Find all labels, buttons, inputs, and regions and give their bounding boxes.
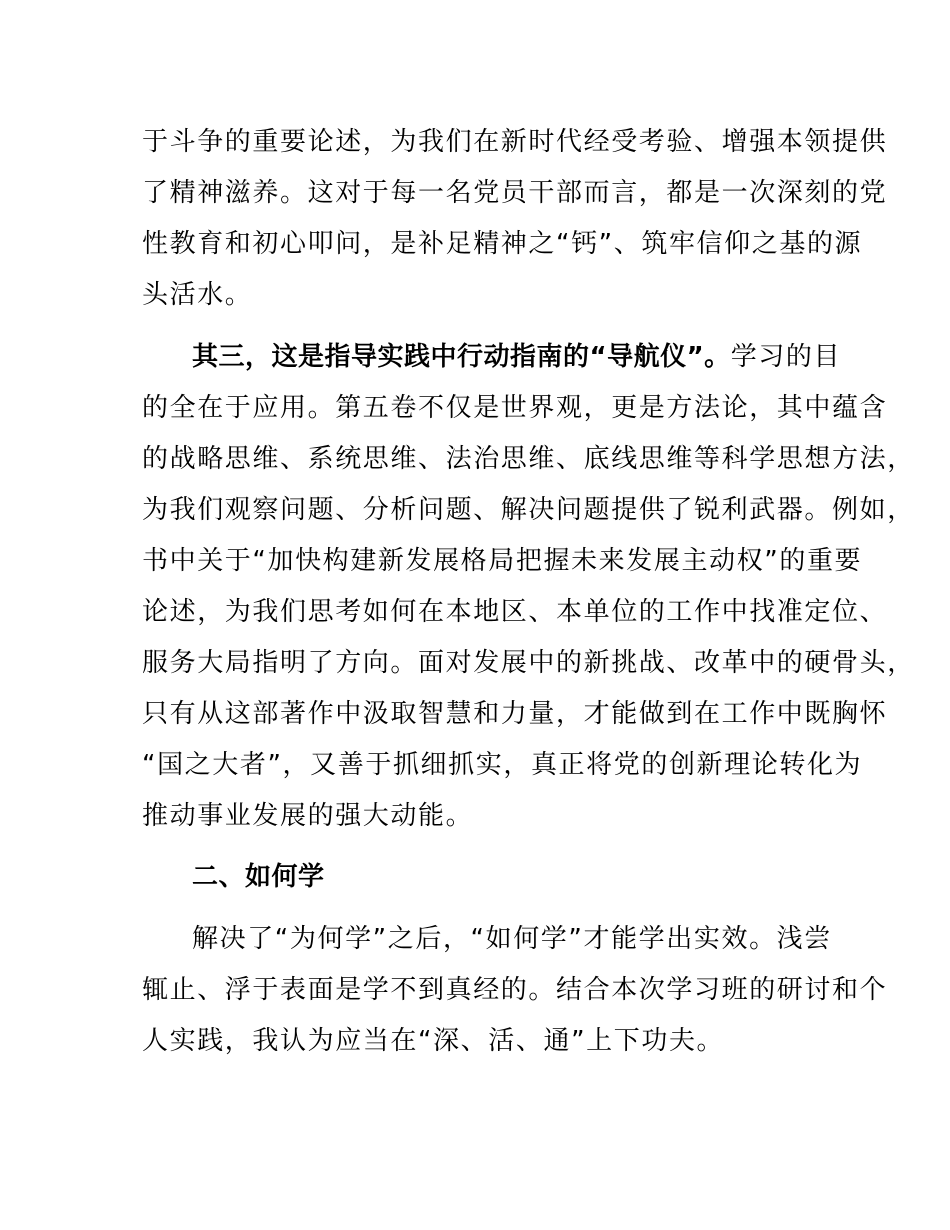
paragraph-2-line-6: 论述，为我们思考如何在本地区、本单位的工作中找准定位、 [142, 597, 888, 627]
paragraph-1-line-3: 性教育和初心叩问，是补足精神之“钙”、筑牢信仰之基的源 [142, 229, 863, 259]
paragraph-2-line-1 [192, 342, 841, 372]
section-heading-how-to-learn: 二、如何学 [192, 862, 325, 892]
paragraph-2-line-5: 书中关于“加快构建新发展格局把握未来发展主动权”的重要 [142, 546, 863, 576]
paragraph-1-line-1: 于斗争的重要论述，为我们在新时代经受考验、增强本领提供 [142, 127, 888, 157]
paragraph-3-line-2: 辄止、浮于表面是学不到真经的。结合本次学习班的研讨和个 [142, 975, 888, 1005]
paragraph-2-lead-bold: 其三，这是指导实践中行动指南的“导航仪”。 [192, 342, 731, 372]
paragraph-2-line-7: 服务大局指明了方向。面对发展中的新挑战、改革中的硬骨头， [142, 648, 915, 678]
paragraph-2-line-2: 的全在于应用。第五卷不仅是世界观，更是方法论，其中蕴含 [142, 393, 888, 423]
paragraph-2-lead-rest: 学习的目 [730, 342, 842, 372]
paragraph-2-line-10: 推动事业发展的强大动能。 [142, 801, 474, 831]
paragraph-1-line-2: 了精神滋养。这对于每一名党员干部而言，都是一次深刻的党 [142, 178, 888, 208]
paragraph-2-line-9: “国之大者”，又善于抓细抓实，真正将党的创新理论转化为 [142, 750, 863, 780]
paragraph-2-line-8: 只有从这部著作中汲取智慧和力量，才能做到在工作中既胸怀 [142, 699, 888, 729]
paragraph-2-line-3: 的战略思维、系统思维、法治思维、底线思维等科学思想方法， [142, 444, 915, 474]
paragraph-2-line-4: 为我们观察问题、分析问题、解决问题提供了锐利武器。例如， [142, 495, 915, 525]
paragraph-3-line-1: 解决了“为何学”之后，“如何学”才能学出实效。浅尝 [192, 924, 832, 954]
paragraph-3-line-3: 人实践，我认为应当在“深、活、通”上下功夫。 [142, 1026, 725, 1056]
paragraph-1-line-4: 头活水。 [142, 280, 253, 310]
